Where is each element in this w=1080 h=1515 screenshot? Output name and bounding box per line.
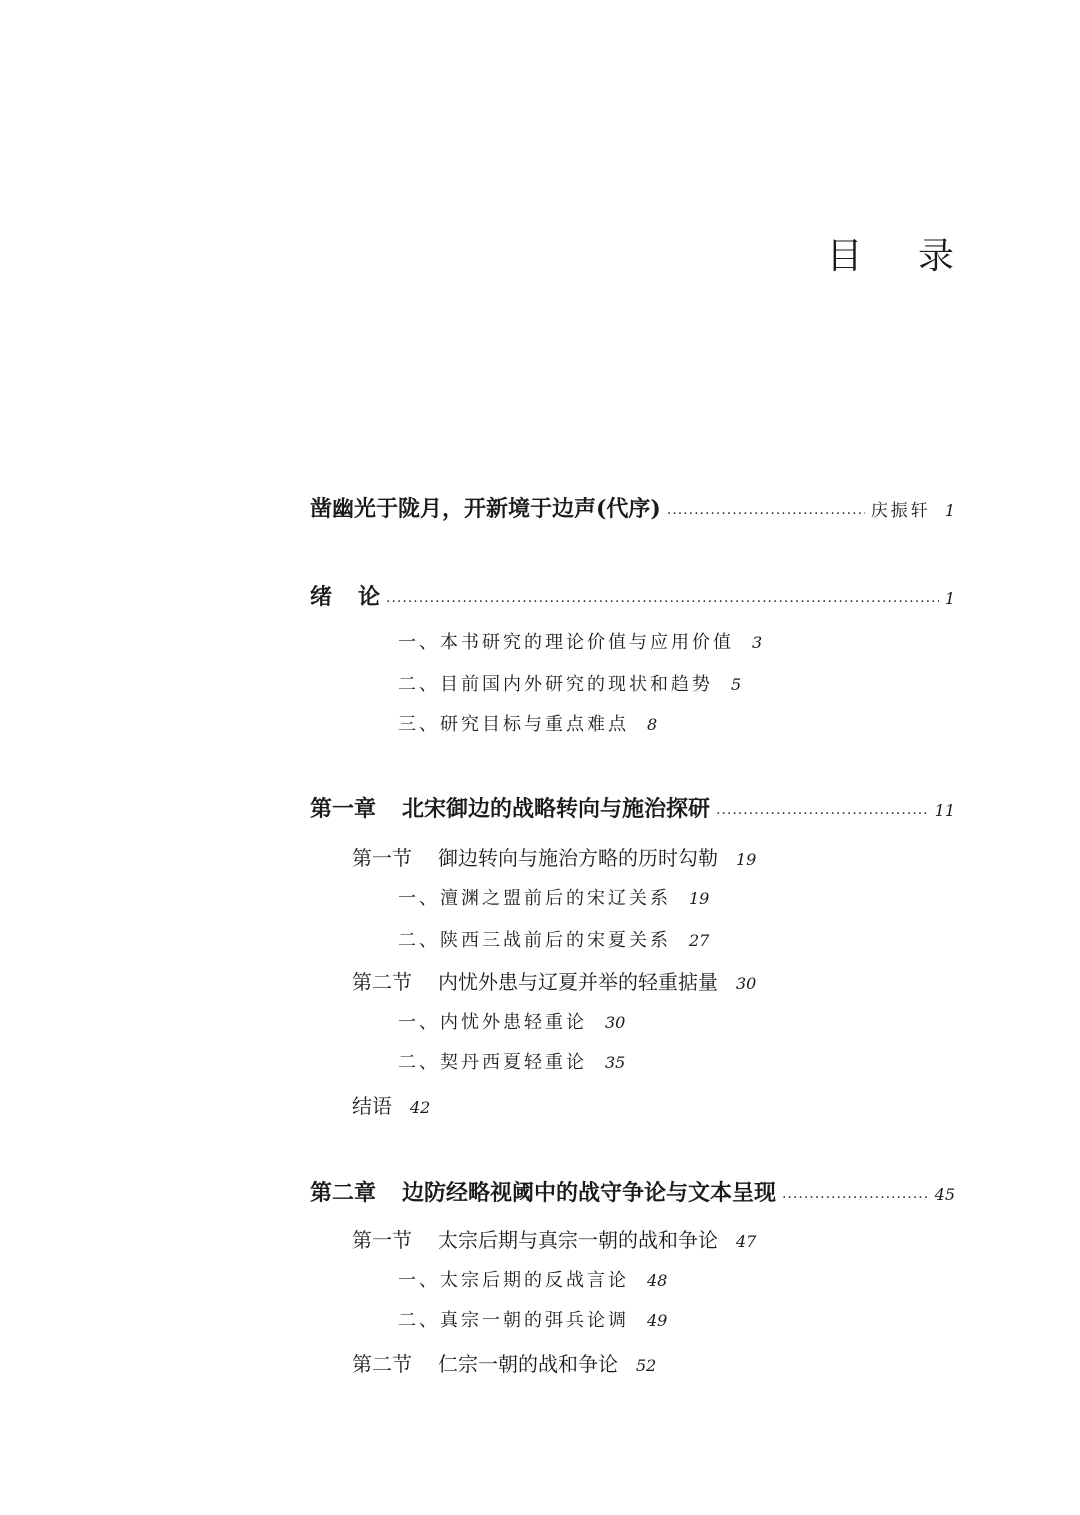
dot-leader <box>782 1183 929 1202</box>
section-number: 第二节 <box>352 1352 412 1376</box>
entry-label: 结语 <box>352 1094 392 1118</box>
toc-section[interactable] <box>352 1348 656 1377</box>
page-number: 45 <box>934 1185 955 1204</box>
entry-label: 太宗后期与真宗一朝的战和争论 <box>438 1228 718 1252</box>
toc-section[interactable] <box>352 1224 756 1253</box>
entry-label: 二、真宗一朝的弭兵论调 <box>398 1310 629 1331</box>
toc-subitem[interactable] <box>398 1008 625 1034</box>
page-number: 52 <box>636 1356 657 1375</box>
toc-subitem[interactable] <box>398 710 657 736</box>
entry-label: 一、澶渊之盟前后的宋辽关系 <box>398 888 671 909</box>
entry-label: 北宋御边的战略转向与施治探研 <box>402 796 711 822</box>
page-number: 19 <box>736 850 757 869</box>
page-number: 19 <box>689 889 710 908</box>
entry-label: 一、本书研究的理论价值与应用价值 <box>398 632 734 653</box>
page-number: 27 <box>689 931 710 950</box>
entry-label: 三、研究目标与重点难点 <box>398 714 629 735</box>
page-number: 1 <box>944 501 955 520</box>
toc-entry-preface[interactable] <box>310 492 955 523</box>
page-number: 42 <box>410 1098 431 1117</box>
toc-entry-chapter-2[interactable] <box>310 1176 955 1207</box>
dot-leader <box>716 799 929 818</box>
toc-subitem[interactable] <box>398 926 709 952</box>
toc-section[interactable] <box>352 842 756 871</box>
dot-leader <box>667 499 865 518</box>
entry-label: 二、契丹西夏轻重论 <box>398 1052 587 1073</box>
entry-label: 二、陕西三战前后的宋夏关系 <box>398 930 671 951</box>
page-number: 48 <box>647 1271 668 1290</box>
entry-label: 仁宗一朝的战和争论 <box>438 1352 618 1376</box>
page-number: 8 <box>647 715 658 734</box>
toc-section[interactable] <box>352 1090 430 1119</box>
dot-leader <box>386 587 939 606</box>
entry-label: 一、内忧外患轻重论 <box>398 1012 587 1033</box>
page-number: 35 <box>605 1053 626 1072</box>
entry-label: 凿幽光于陇月，开新境于边声(代序) <box>310 496 661 522</box>
entry-label: 二、目前国内外研究的现状和趋势 <box>398 674 713 695</box>
toc-entry-intro[interactable] <box>310 580 955 611</box>
section-number: 第二节 <box>352 970 412 994</box>
section-number: 第一节 <box>352 1228 412 1252</box>
entry-label: 御边转向与施治方略的历时勾勒 <box>438 846 718 870</box>
toc-subitem[interactable] <box>398 1266 667 1292</box>
entry-label: 边防经略视阈中的战守争论与文本呈现 <box>402 1180 777 1206</box>
page-number: 3 <box>752 633 763 652</box>
toc-subitem[interactable] <box>398 884 709 910</box>
entry-label: 绪 <box>310 584 333 610</box>
toc-subitem[interactable] <box>398 628 762 654</box>
toc-section[interactable] <box>352 966 756 995</box>
entry-label: 一、太宗后期的反战言论 <box>398 1270 629 1291</box>
entry-author: 庆振轩 <box>870 501 931 521</box>
entry-label: 论 <box>358 584 381 610</box>
toc-subitem[interactable] <box>398 670 741 696</box>
page-number: 49 <box>647 1311 668 1330</box>
entry-label: 内忧外患与辽夏并举的轻重掂量 <box>438 970 718 994</box>
page-number: 5 <box>731 675 742 694</box>
chapter-number: 第一章 <box>310 796 377 822</box>
toc-subitem[interactable] <box>398 1048 625 1074</box>
page-number: 30 <box>736 974 757 993</box>
page-number: 30 <box>605 1013 626 1032</box>
page-title: 目 录 <box>826 236 976 277</box>
section-number: 第一节 <box>352 846 412 870</box>
page-number: 1 <box>944 589 955 608</box>
chapter-number: 第二章 <box>310 1180 377 1206</box>
toc-subitem[interactable] <box>398 1306 667 1332</box>
page-number: 11 <box>934 801 955 820</box>
toc-entry-chapter-1[interactable] <box>310 792 955 823</box>
page-number: 47 <box>736 1232 757 1251</box>
